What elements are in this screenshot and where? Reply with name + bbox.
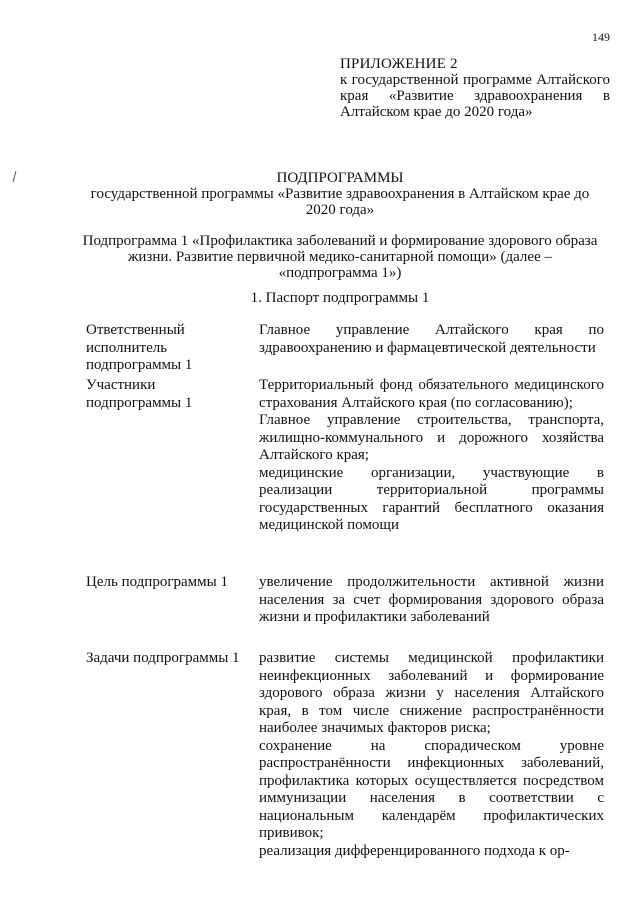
passport-section-title: 1. Паспорт подпрограммы 1 xyxy=(250,290,430,306)
row-value xyxy=(259,322,604,357)
row-label: Задачи подпрограммы 1 xyxy=(86,650,240,666)
subprogram-title: Подпрограмма 1 «Профилактика заболеваний и формирование здорового образа жизни. Развитие первичной медико-санитарной помощи» (далее – «подпрограмма 1») xyxy=(82,233,598,281)
row-label: Ответственный исполнитель подпрограммы 1 xyxy=(86,322,193,373)
row-value-line: сохранение на спорадическом уровне распространённости инфекционных заболеваний, профилактика которых осуществляется посредством иммунизации населения в соответствии с национальным календарём профилактических прививок; xyxy=(259,737,604,841)
row-value-line: медицинские организации, участвующие в реализации территориальной программы государственных гарантий бесплатного оказания медицинской помощи xyxy=(259,464,604,533)
row-label: Цель подпрограммы 1 xyxy=(86,574,228,590)
appendix-text: к государственной программе Алтайского края «Развитие здравоохранения в Алтайском крае до 2020 года» xyxy=(340,72,610,120)
page-number: 149 xyxy=(592,30,610,44)
row-value-line: реализация дифференцированного подхода к ор- xyxy=(259,842,570,859)
row-value-line: Главное управление строительства, транспорта, жилищно-коммунального и дорожного хозяйства Алтайского края; xyxy=(259,412,604,463)
row-value xyxy=(259,377,604,535)
subprograms-heading: ПОДПРОГРАММЫ xyxy=(276,170,404,186)
margin-mark xyxy=(13,171,17,182)
row-value xyxy=(259,574,604,627)
row-value-line: развитие системы медицинской профилактики неинфекционных заболеваний и формирование здорового образа жизни у населения Алтайского края, в том числе снижение распространённости наиболее значимых факторов риска; xyxy=(259,650,604,736)
row-label: Участники подпрограммы 1 xyxy=(86,377,193,411)
row-value xyxy=(259,650,604,860)
row-value-line: увеличение продолжительности активной жизни населения за счет формирования здорового образа жизни и профилактики заболеваний xyxy=(259,574,604,625)
subprograms-subtitle: государственной программы «Развитие здравоохранения в Алтайском крае до 2020 года» xyxy=(90,186,590,218)
appendix-block xyxy=(340,56,610,120)
row-value-line: Территориальный фонд обязательного медицинского страхования Алтайского края (по согласованию); xyxy=(259,377,604,411)
appendix-title: ПРИЛОЖЕНИЕ 2 xyxy=(340,56,458,72)
row-value-line: Главное управление Алтайского края по здравоохранению и фармацевтической деятельности xyxy=(259,322,604,356)
